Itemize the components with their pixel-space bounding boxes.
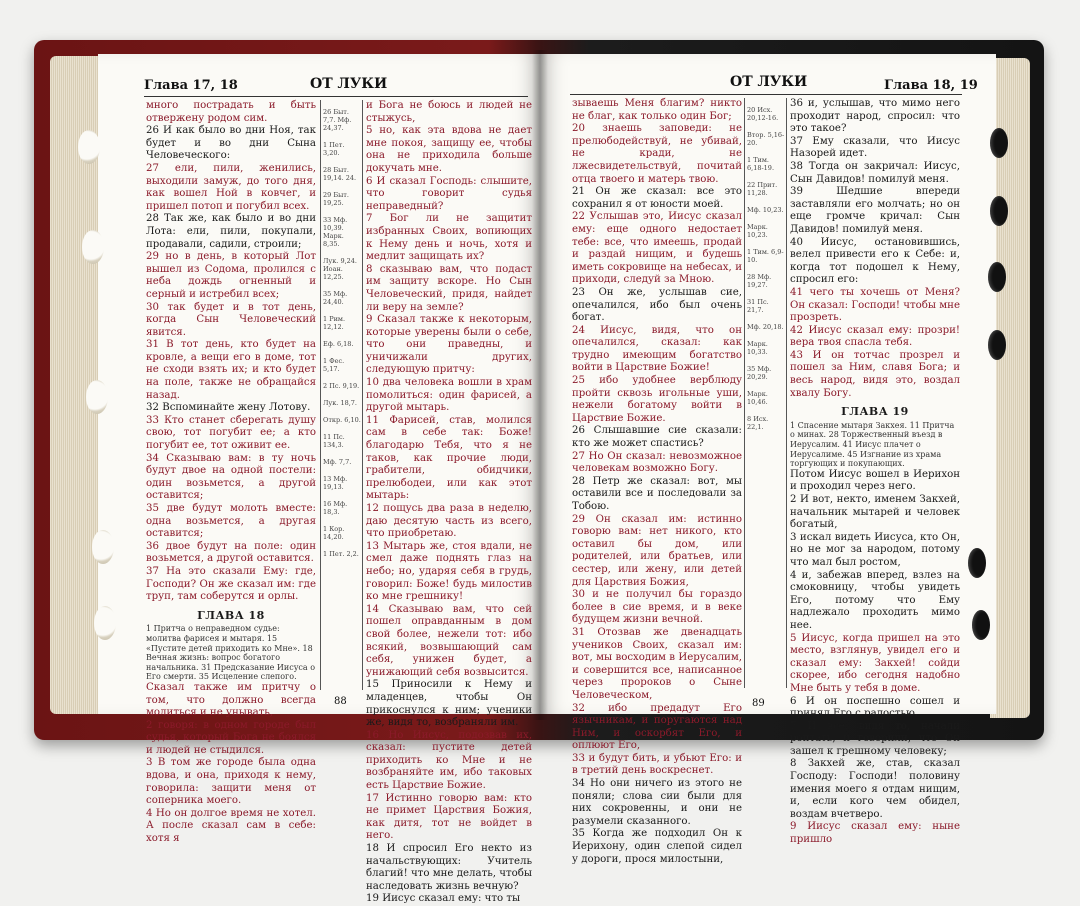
verse: 16 Но Иисус, подозвав их, сказал: пустите детей приходить ко Мне и не возбраняйте им, ибо таковых есть Царствие Божие. xyxy=(366,729,532,792)
cross-reference: 29 Быт. 19,25. xyxy=(323,191,349,207)
verse: 3 В том же городе была одна вдова, и она, приходя к нему, говорила: защити меня от соперника моего. xyxy=(146,757,316,807)
verse: 41 чего ты хочешь от Меня? Он сказал: Господи! чтобы мне прозреть. xyxy=(790,286,960,324)
cross-reference: 16 Мф. 18,3. xyxy=(323,500,348,516)
cross-reference: Марк. 10,33. xyxy=(747,340,768,356)
right-column-2 xyxy=(790,98,960,846)
cross-reference: Лук. 18,7. xyxy=(323,399,357,407)
verse: 35 Когда же подходил Он к Иерихону, один слепой сидел у дороги, прося милостыни, xyxy=(572,828,742,865)
cross-reference: 2 Пс. 9,19. xyxy=(323,382,360,390)
right-column-1 xyxy=(572,98,742,865)
cross-reference: Лук. 9,24. Иоан. 12,25. xyxy=(323,257,357,281)
verse: 38 Тогда он закричал: Иисус, Сын Давидов! помилуй меня. xyxy=(790,160,960,185)
verse: 26 Слышавшие сие сказали: кто же может спастись? xyxy=(572,425,742,450)
verse: 8 сказываю вам, что подаст им защиту вскоре. Но Сын Человеческий, придя, найдет ли веру на земле? xyxy=(366,263,532,313)
verse: 27 ели, пили, женились, выходили замуж, до того дня, как вошел Ной в ковчег, и пришел потоп и погубил всех. xyxy=(146,162,316,212)
verse: 34 Сказываю вам: в ту ночь будут двое на одной постели: один возьмется, а другой оставится; xyxy=(146,452,316,502)
cross-reference: 13 Мф. 19,13. xyxy=(323,475,348,491)
right-page xyxy=(540,54,996,865)
verse: 31 В тот день, кто будет на кровле, а вещи его в доме, тот не сходи взять их; и кто будет на поле, также не обращайся назад. xyxy=(146,339,316,401)
verse: 11 Фарисей, став, молился сам в себе так: Боже! благодарю Тебя, что я не таков, как прочие люди, грабители, обидчики, прелюбодеи, или как этот мытарь: xyxy=(366,414,532,502)
verse: 5 Иисус, когда пришел на это место, взглянув, увидел его и сказал ему: Закхей! сойди скорее, ибо сегодня надобно Мне быть у тебя в доме. xyxy=(790,632,960,694)
verse: 28 Петр же сказал: вот, мы оставили все и последовали за Тобою. xyxy=(572,475,742,512)
cross-reference: 28 Быт. 19,14. 24. xyxy=(323,166,357,182)
cross-reference: Марк. 10,46. xyxy=(747,390,768,406)
verse: 7 Бог ли не защитит избранных Своих, вопиющих к Нему день и ночь, хотя и медлит защищать их? xyxy=(366,213,532,263)
thumb-index-notch xyxy=(82,230,104,264)
verse: 2 говоря: в одном городе был судья, который Бога не боялся и людей не стыдился. xyxy=(146,719,316,756)
verse: 9 Сказал также к некоторым, которые уверены были о себе, что они праведны, и уничижали других, следующую притчу: xyxy=(366,314,532,376)
header-rule xyxy=(144,96,528,97)
verse: 21 Он же сказал: все это сохранил я от юности моей. xyxy=(572,186,742,210)
verse: 26 И как было во дни Ноя, так будет и во дни Сына Человеческого: xyxy=(146,125,316,162)
verse: Потом Иисус вошел в Иерихон и проходил через него. xyxy=(790,468,960,493)
column-divider xyxy=(362,100,363,690)
verse: 10 два человека вошли в храм помолиться: один фарисей, а другой мытарь. xyxy=(366,377,532,414)
verse: 33 Кто станет сберегать душу свою, тот погубит ее; а кто погубит ее, тот оживит ее. xyxy=(146,414,316,452)
verse: и Бога не боюсь и людей не стыжусь, xyxy=(366,100,532,124)
cross-reference: Мф. 10,23. xyxy=(747,206,784,214)
verse: 2 И вот, некто, именем Закхей, начальник мытарей и человек богатый, xyxy=(790,494,960,531)
verse: 6 И сказал Господь: слышите, что говорит судья неправедный? xyxy=(366,175,532,212)
verse: 8 Закхей же, став, сказал Господу: Господи! половину имения моего я отдам нищим, и, если кого чем обидел, воздам вчетверо. xyxy=(790,758,960,820)
verse: 13 Мытарь же, стоя вдали, не смел даже поднять глаз на небо; но, ударяя себя в грудь, говорил: Боже! будь милостив ко мне грешнику! xyxy=(366,540,532,603)
verse: 36 двое будут на поле: один возьмется, а другой оставится. xyxy=(146,540,316,565)
thumb-index-notch xyxy=(86,380,108,414)
cross-reference: 1 Рим. 12,12. xyxy=(323,315,346,331)
cross-reference: 1 Тим. 6,18-19. xyxy=(747,156,775,172)
verse: 12 пощусь два раза в неделю, даю десятую часть из всего, что приобретаю. xyxy=(366,503,532,540)
verse: 40 Иисус, остановившись, велел привести его к Себе: и, когда тот подошел к Нему, спросил его: xyxy=(790,236,960,286)
cross-reference: 1 Фес. 5,17. xyxy=(323,357,345,373)
verse: 3 искал видеть Иисуса, кто Он, но не мог за народом, потому что мал был ростом, xyxy=(790,531,960,568)
cross-reference: 22 Прит. 11,28. xyxy=(747,181,778,197)
verse: 4 Но он долгое время не хотел. А после сказал сам в себе: хотя я xyxy=(146,807,316,845)
verse: 32 Вспоминайте жену Лотову. xyxy=(146,402,311,414)
verse: 28 Так же, как было и во дни Лота: ели, пили, покупали, продавали, садили, строили; xyxy=(146,213,316,250)
verse: 30 так будет и в тот день, когда Сын Человеческий явится. xyxy=(146,301,316,338)
thumb-index-tab xyxy=(972,610,990,640)
thumb-index-tab xyxy=(990,128,1008,158)
thumb-index-tab xyxy=(968,548,986,578)
thumb-index-tab xyxy=(988,330,1006,360)
left-cross-references xyxy=(323,108,361,698)
verse: 37 Ему сказали, что Иисус Назорей идет. xyxy=(790,135,960,160)
column-divider xyxy=(320,100,321,690)
verse: 23 Он же, услышав сие, опечалился, ибо был очень богат. xyxy=(572,286,742,324)
verse: 33 и будут бить, и убьют Его: и в третий день воскреснет. xyxy=(572,752,742,777)
left-header-book: ОТ ЛУКИ xyxy=(310,76,388,92)
cross-reference: Втор. 5,16-20. xyxy=(747,131,785,147)
cross-reference: 20 Исх. 20,12-16. xyxy=(747,106,779,122)
cross-reference: 8 Исх. 22,1. xyxy=(747,415,769,431)
cross-reference: 11 Пс. 134,3. xyxy=(323,433,345,449)
column-divider xyxy=(786,98,787,688)
verse: 17 Истинно говорю вам: кто не примет Царствия Божия, как дитя, тот не войдет в него. xyxy=(366,792,532,842)
cross-reference: Марк. 10,23. xyxy=(747,223,768,239)
verse: 39 Шедшие впереди заставляли его молчать; но он еще громче кричал: Сын Давидов! помилуй меня. xyxy=(790,186,960,235)
cross-reference: 1 Кор. 14,20. xyxy=(323,525,345,541)
verse: 29 но в день, в который Лот вышел из Содома, пролился с неба дождь огненный и серный и истребил всех; xyxy=(146,251,316,300)
thumb-index-notch xyxy=(92,530,114,564)
verse: 24 Иисус, видя, что он опечалился, сказал: как трудно имеющим богатство войти в Царствие Божие! xyxy=(572,324,742,374)
verse: 27 Но Он сказал: невозможное человекам возможно Богу. xyxy=(572,450,742,475)
verse: много пострадать и быть отвержену родом сим. xyxy=(146,100,316,124)
cross-reference: 31 Пс. 21,7. xyxy=(747,298,769,314)
cross-reference: 1 Пет. 2,2. xyxy=(323,550,359,558)
verse: 32 ибо предадут Его язычникам, и поругаются над Ним, и оскорбят Его, и оплюют Его, xyxy=(572,702,742,752)
verse: 20 знаешь заповеди: не прелюбодействуй, не убивай, не кради, не лжесвидетельствуй, почитай отца твоего и матерь твою. xyxy=(572,123,742,185)
thumb-index-tab xyxy=(988,262,1006,292)
left-page xyxy=(98,54,540,905)
left-header-chapter: Глава 17, 18 xyxy=(144,78,238,93)
verse: 9 Иисус сказал ему: ныне пришло xyxy=(790,821,960,846)
cross-reference: Мф. 20,18. xyxy=(747,323,784,331)
verse: 43 И он тотчас прозрел и пошел за Ним, славя Бога; и весь народ, видя это, воздал хвалу Богу. xyxy=(790,349,960,399)
verse: 25 ибо удобнее верблюду пройти сквозь игольные уши, нежели богатому войти в Царствие Божие. xyxy=(572,375,742,424)
cross-reference: Еф. 6,18. xyxy=(323,340,354,348)
cross-reference: Откр. 6,10. xyxy=(323,416,361,424)
book-gutter xyxy=(532,50,548,720)
verse: 18 И спросил Его некто из начальствующих: Учитель благий! что мне делать, чтобы наследовать жизнь вечную? xyxy=(366,843,532,892)
thumb-index-tab xyxy=(990,196,1008,226)
cross-reference: 35 Мф. 20,29. xyxy=(747,365,772,381)
verse: 35 две будут молоть вместе: одна возьмется, а другая оставится; xyxy=(146,503,316,540)
cross-reference: 33 Мф. 10,39. Марк. 8,35. xyxy=(323,216,348,248)
left-page-number: 88 xyxy=(334,696,347,707)
left-column-2 xyxy=(366,100,532,905)
verse: 5 но, как эта вдова не дает мне покоя, защищу ее, чтобы она не приходила больше докучать мне. xyxy=(366,125,532,174)
cross-reference: Мф. 7,7. xyxy=(323,458,352,466)
verse: Сказал также им притчу о том, что должно всегда молиться и не унывать, xyxy=(146,681,316,719)
chapter-heading: ГЛАВА 19 xyxy=(841,405,909,419)
thumb-index-notch xyxy=(78,130,100,164)
cross-reference: 1 Тим. 6,9-10. xyxy=(747,248,784,264)
verse: 4 и, забежав вперед, взлез на смоковницу, чтобы увидеть Его, потому что Ему надлежало проходить мимо нее. xyxy=(790,569,960,631)
verse: 30 и не получил бы гораздо более в сие время, и в веке будущем жизни вечной. xyxy=(572,589,742,626)
verse: 14 Сказываю вам, что сей пошел оправданным в дом свой более, нежели тот: ибо всякий, возвышающий сам себя, унижен будет, а унижающий себя возвысится. xyxy=(366,603,532,678)
right-header-book: ОТ ЛУКИ xyxy=(730,74,808,90)
verse: 29 Он сказал им: истинно говорю вам: нет никого, кто оставил бы дом, или родителей, или братьев, или сестер, или жену, или детей для Царствия Божия, xyxy=(572,513,742,588)
cross-reference: 26 Быт. 7,7. Мф. 24,37. xyxy=(323,108,352,132)
verse: 34 Но они ничего из этого не поняли; слова сии были для них сокровенны, и они не разумели сказанного. xyxy=(572,778,742,827)
cross-reference: 1 Пет. 3,20. xyxy=(323,141,345,157)
cross-reference: 35 Мф. 24,40. xyxy=(323,290,348,306)
left-column-1 xyxy=(146,100,316,845)
header-rule xyxy=(570,94,962,95)
right-header-chapter: Глава 18, 19 xyxy=(884,78,978,93)
verse: 36 и, услышав, что мимо него проходит народ, спросил: что это такое? xyxy=(790,98,960,135)
verse: 19 Иисус сказал ему: что ты xyxy=(366,893,521,905)
right-page-number: 89 xyxy=(752,698,765,709)
verse: 42 Иисус сказал ему: прозри! вера твоя спасла тебя. xyxy=(790,324,960,349)
cross-reference: 28 Мф. 19,27. xyxy=(747,273,772,289)
verse: 7 И все, видя то, начали роптать, и говорили, что Он зашел к грешному человеку; xyxy=(790,720,960,757)
verse: 31 Отозвав же двенадцать учеников Своих, сказал им: вот, мы восходим в Иерусалим, и совершится все, написанное через пророков о Сыне Человеческом, xyxy=(572,626,742,701)
chapter-heading: ГЛАВА 18 xyxy=(197,608,265,622)
verse: 37 На это сказали Ему: где, Господи? Он же сказал им: где труп, там соберутся и орлы. xyxy=(146,565,316,603)
verse: 6 И он поспешно сошел и принял Его с радостью. xyxy=(790,695,960,720)
verse: зываешь Меня благим? никто не благ, как только один Бог; xyxy=(572,98,742,122)
verse: 15 Приносили к Нему и младенцев, чтобы Он прикоснулся к ним; ученики же, видя то, возбраняли им. xyxy=(366,679,532,729)
chapter-summary: 1 Притча о неправедном судье: молитва фарисея и мытаря. 15 «Пустите детей приходить ко Мне». 18 Вечная жизнь: вопрос богатого начальника. 31 Предсказание Иисуса о Его смерти. 35 Исцеление слепого. xyxy=(146,624,316,682)
right-cross-references xyxy=(747,106,785,696)
column-divider xyxy=(744,98,745,688)
thumb-index-notch xyxy=(94,606,116,640)
chapter-summary: 1 Спасение мытаря Закхея. 11 Притча о минах. 28 Торжественный въезд в Иерусалим. 41 Иисус плачет о Иерусалиме. 45 Изгнание из храма торгующих и покупающих. xyxy=(790,420,955,469)
verse: 22 Услышав это, Иисус сказал ему: еще одного недостает тебе: все, что имеешь, продай и раздай нищим, и будешь иметь сокровище на небесах, и приходи, следуй за Мною. xyxy=(572,211,742,286)
